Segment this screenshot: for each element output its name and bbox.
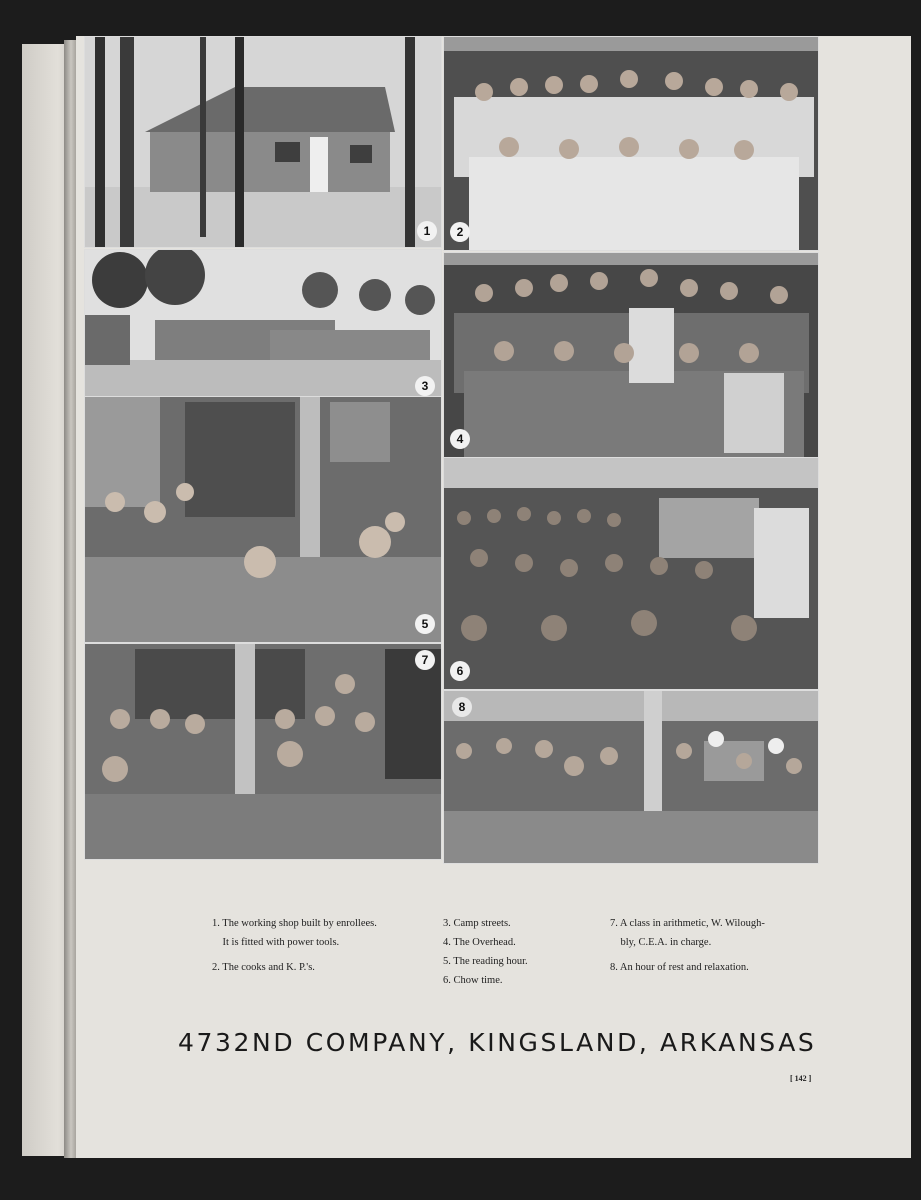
photo-overhead-image bbox=[444, 253, 818, 457]
photo-chow-time bbox=[443, 457, 819, 690]
photo-arithmetic-class bbox=[84, 643, 442, 860]
photo-number-3: 3 bbox=[415, 376, 435, 396]
photo-number-5: 5 bbox=[415, 614, 435, 634]
photo-number-1: 1 bbox=[417, 221, 437, 241]
photo-camp-streets bbox=[84, 249, 442, 403]
caption-column-1 bbox=[212, 914, 377, 977]
photo-camp-streets-image bbox=[85, 250, 441, 402]
caption-line: It is fitted with power tools. bbox=[212, 937, 340, 948]
caption-column-3 bbox=[610, 914, 765, 977]
photo-number-4: 4 bbox=[450, 429, 470, 449]
photo-workshop bbox=[84, 36, 442, 248]
caption-line: 4. The Overhead. bbox=[443, 937, 516, 948]
photo-rest-relaxation-image bbox=[444, 691, 818, 863]
caption-line: 1. The working shop built by enrollees. bbox=[212, 918, 377, 929]
caption-line: 3. Camp streets. bbox=[443, 918, 511, 929]
photo-number-2: 2 bbox=[450, 222, 470, 242]
photo-number-7: 7 bbox=[415, 650, 435, 670]
caption-line: 7. A class in arithmetic, W. Wilough- bbox=[610, 918, 765, 929]
photo-cooks-image bbox=[444, 37, 818, 250]
caption-line: bly, C.E.A. in charge. bbox=[610, 937, 712, 948]
photo-cooks bbox=[443, 36, 819, 251]
photo-reading-hour-image bbox=[85, 397, 441, 642]
caption-line: 5. The reading hour. bbox=[443, 956, 528, 967]
caption-line: 8. An hour of rest and relaxation. bbox=[610, 962, 749, 973]
photo-rest-relaxation bbox=[443, 690, 819, 864]
photo-overhead bbox=[443, 252, 819, 458]
photo-chow-time-image bbox=[444, 458, 818, 689]
photo-reading-hour bbox=[84, 396, 442, 643]
caption-line: 6. Chow time. bbox=[443, 975, 503, 986]
photo-workshop-image bbox=[85, 37, 441, 247]
page-title: 4732ND COMPANY, KINGSLAND, ARKANSAS bbox=[178, 1028, 817, 1057]
photo-number-8: 8 bbox=[452, 697, 472, 717]
page-number: [ 142 ] bbox=[790, 1074, 812, 1083]
caption-line: 2. The cooks and K. P.'s. bbox=[212, 962, 315, 973]
photo-arithmetic-class-image bbox=[85, 644, 441, 859]
caption-column-2 bbox=[443, 914, 528, 990]
photo-number-6: 6 bbox=[450, 661, 470, 681]
